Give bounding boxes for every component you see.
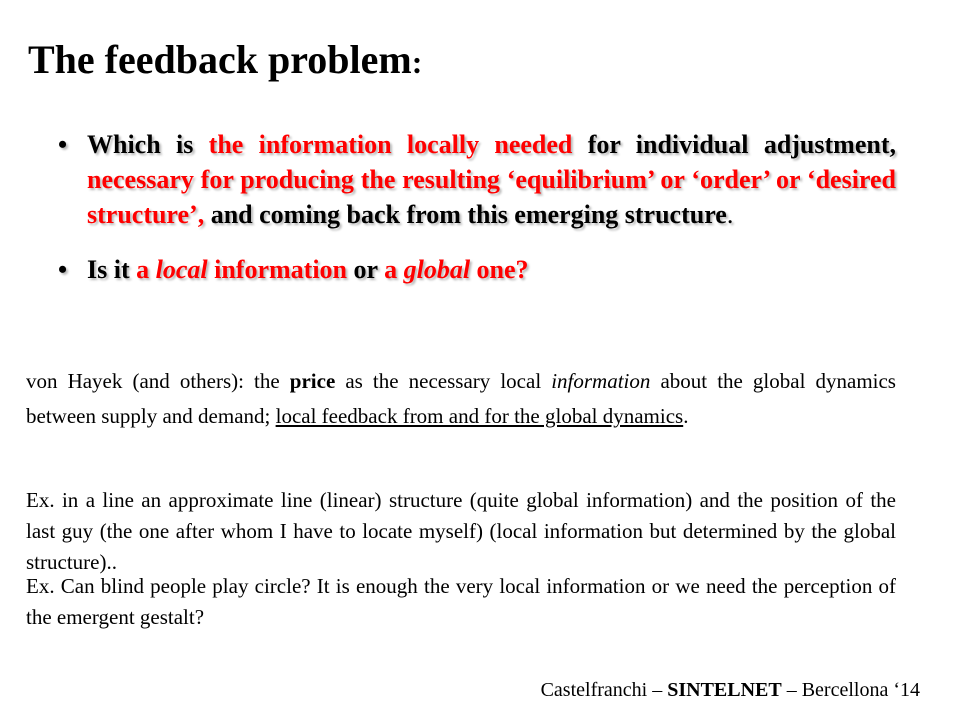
example-circle-paragraph: Ex. Can blind people play circle? It is enough the very local information or we need the perception of the emergent gestalt? <box>26 574 896 629</box>
bullet-text-segment: local <box>155 255 208 284</box>
bullet-text-segment: necessary for producing the resulting ‘equilibrium’ or ‘order’ or ‘desired structure’, <box>87 165 896 229</box>
example-line-paragraph: Ex. in a line an approximate line (linear) structure (quite global information) and the position of the last guy (the one after whom I have to locate myself) (local information but determined by the global structure).. <box>26 488 896 574</box>
hayek-paragraph <box>26 364 896 434</box>
bullet-text-segment: information <box>207 255 348 284</box>
bullet-list <box>58 127 896 287</box>
hayek-price: price <box>289 369 336 393</box>
bullet-marker: • <box>58 255 68 284</box>
bullet-text-segment: for individual adjustment, <box>572 130 896 159</box>
bullet-text-segment: the information locally needed <box>208 130 573 159</box>
hayek-text: about the global dynamics between supply and demand; <box>26 369 896 428</box>
hayek-underlined: local feedback from and for the global dynamics <box>275 404 684 428</box>
footer-author: Castelfranchi – <box>540 679 668 701</box>
slide-title-text: The feedback problem <box>28 37 412 82</box>
bullet-local-or-global <box>58 252 896 287</box>
bullet-text-segment: and coming back from this emerging structure <box>204 200 727 229</box>
bullet-text-segment: global <box>403 255 471 284</box>
hayek-text: as the necessary local <box>335 369 552 393</box>
slide-footer <box>541 677 920 703</box>
hayek-information: information <box>551 369 651 393</box>
bullet-text-segment: a <box>136 255 156 284</box>
hayek-end: . <box>683 404 689 428</box>
slide-title <box>28 36 422 86</box>
slide-title-colon: : <box>411 44 423 80</box>
bullet-marker: • <box>58 130 68 159</box>
bullet-information-needed <box>58 127 896 232</box>
bullet-text-segment: . <box>726 200 734 229</box>
bullet-text-segment: Which is <box>87 130 209 159</box>
bullet-text-segment: Is it <box>87 255 137 284</box>
bullet-text-segment: or <box>347 255 385 284</box>
bullet-text-segment: one? <box>470 255 529 284</box>
hayek-text: von Hayek (and others): the <box>26 369 290 393</box>
footer-rest: – Bercellona ‘14 <box>781 679 920 701</box>
footer-project: SINTELNET <box>667 679 782 701</box>
bullet-text-segment: a <box>384 255 404 284</box>
